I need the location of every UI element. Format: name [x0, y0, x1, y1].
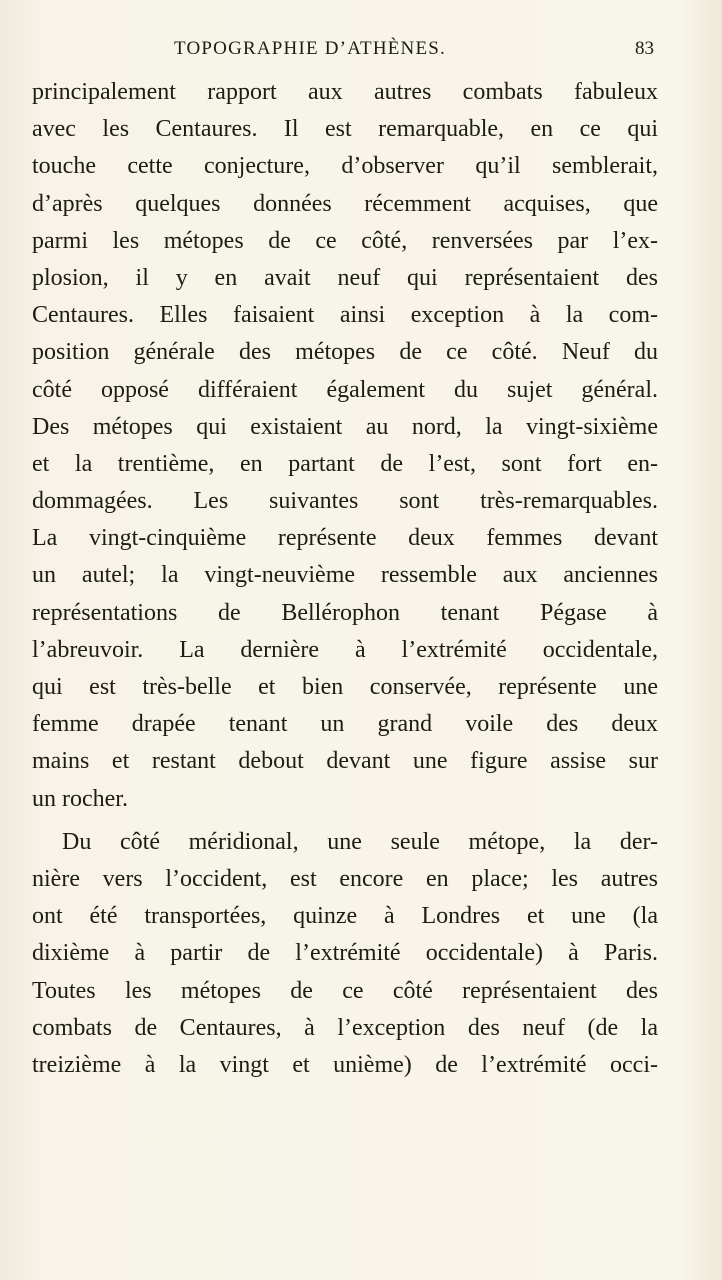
text-line: côté opposé différaient également du sujet général. — [32, 376, 658, 403]
text-line: et la trentième, en partant de l’est, sont fort en- — [32, 450, 658, 477]
text-line: combats de Centaures, à l’exception des neuf (de la — [32, 1014, 658, 1041]
text-line: femme drapée tenant un grand voile des deux — [32, 711, 658, 738]
text-line: mains et restant debout devant une figure assise sur — [32, 748, 658, 775]
text-line: parmi les métopes de ce côté, renversées par l’ex- — [32, 227, 658, 254]
text-line: l’abreuvoir. La dernière à l’extrémité occidentale, — [32, 636, 658, 663]
running-head — [34, 38, 654, 64]
text-line: position générale des métopes de ce côté. Neuf du — [32, 339, 658, 366]
text-line: d’après quelques données récemment acquises, que — [32, 190, 658, 217]
text-line: ont été transportées, quinze à Londres et une (la — [32, 903, 658, 930]
text-line: Du côté méridional, une seule métope, la der- — [62, 828, 658, 855]
text-line: dixième à partir de l’extrémité occidentale) à Paris. — [32, 940, 658, 967]
page-number: 83 — [635, 38, 654, 59]
text-line: représentations de Bellérophon tenant Pégase à — [32, 599, 658, 626]
text-line: principalement rapport aux autres combats fabuleux — [32, 79, 658, 105]
body-text — [32, 74, 658, 1084]
text-line: nière vers l’occident, est encore en place; les autres — [32, 865, 658, 892]
text-line: La vingt-cinquième représente deux femmes devant — [32, 525, 658, 552]
text-line: un autel; la vingt-neuvième ressemble aux anciennes — [32, 562, 658, 589]
text-line: dommagées. Les suivantes sont très-remarquables. — [32, 488, 658, 515]
text-line: touche cette conjecture, d’observer qu’il semblerait, — [32, 153, 658, 180]
text-line: avec les Centaures. Il est remarquable, en ce qui — [32, 116, 658, 143]
text-line: Des métopes qui existaient au nord, la vingt-sixième — [32, 413, 658, 440]
running-title: TOPOGRAPHIE D’ATHÈNES. — [174, 38, 446, 59]
text-line: treizième à la vingt et unième) de l’extrémité occi- — [32, 1051, 658, 1078]
text-line: qui est très-belle et bien conservée, représente une — [32, 674, 658, 700]
text-line: Centaures. Elles faisaient ainsi exception à la com- — [32, 302, 658, 329]
text-line: plosion, il y en avait neuf qui représentaient des — [32, 264, 658, 291]
text-line: un rocher. — [32, 785, 128, 812]
text-line: Toutes les métopes de ce côté représentaient des — [32, 977, 658, 1004]
